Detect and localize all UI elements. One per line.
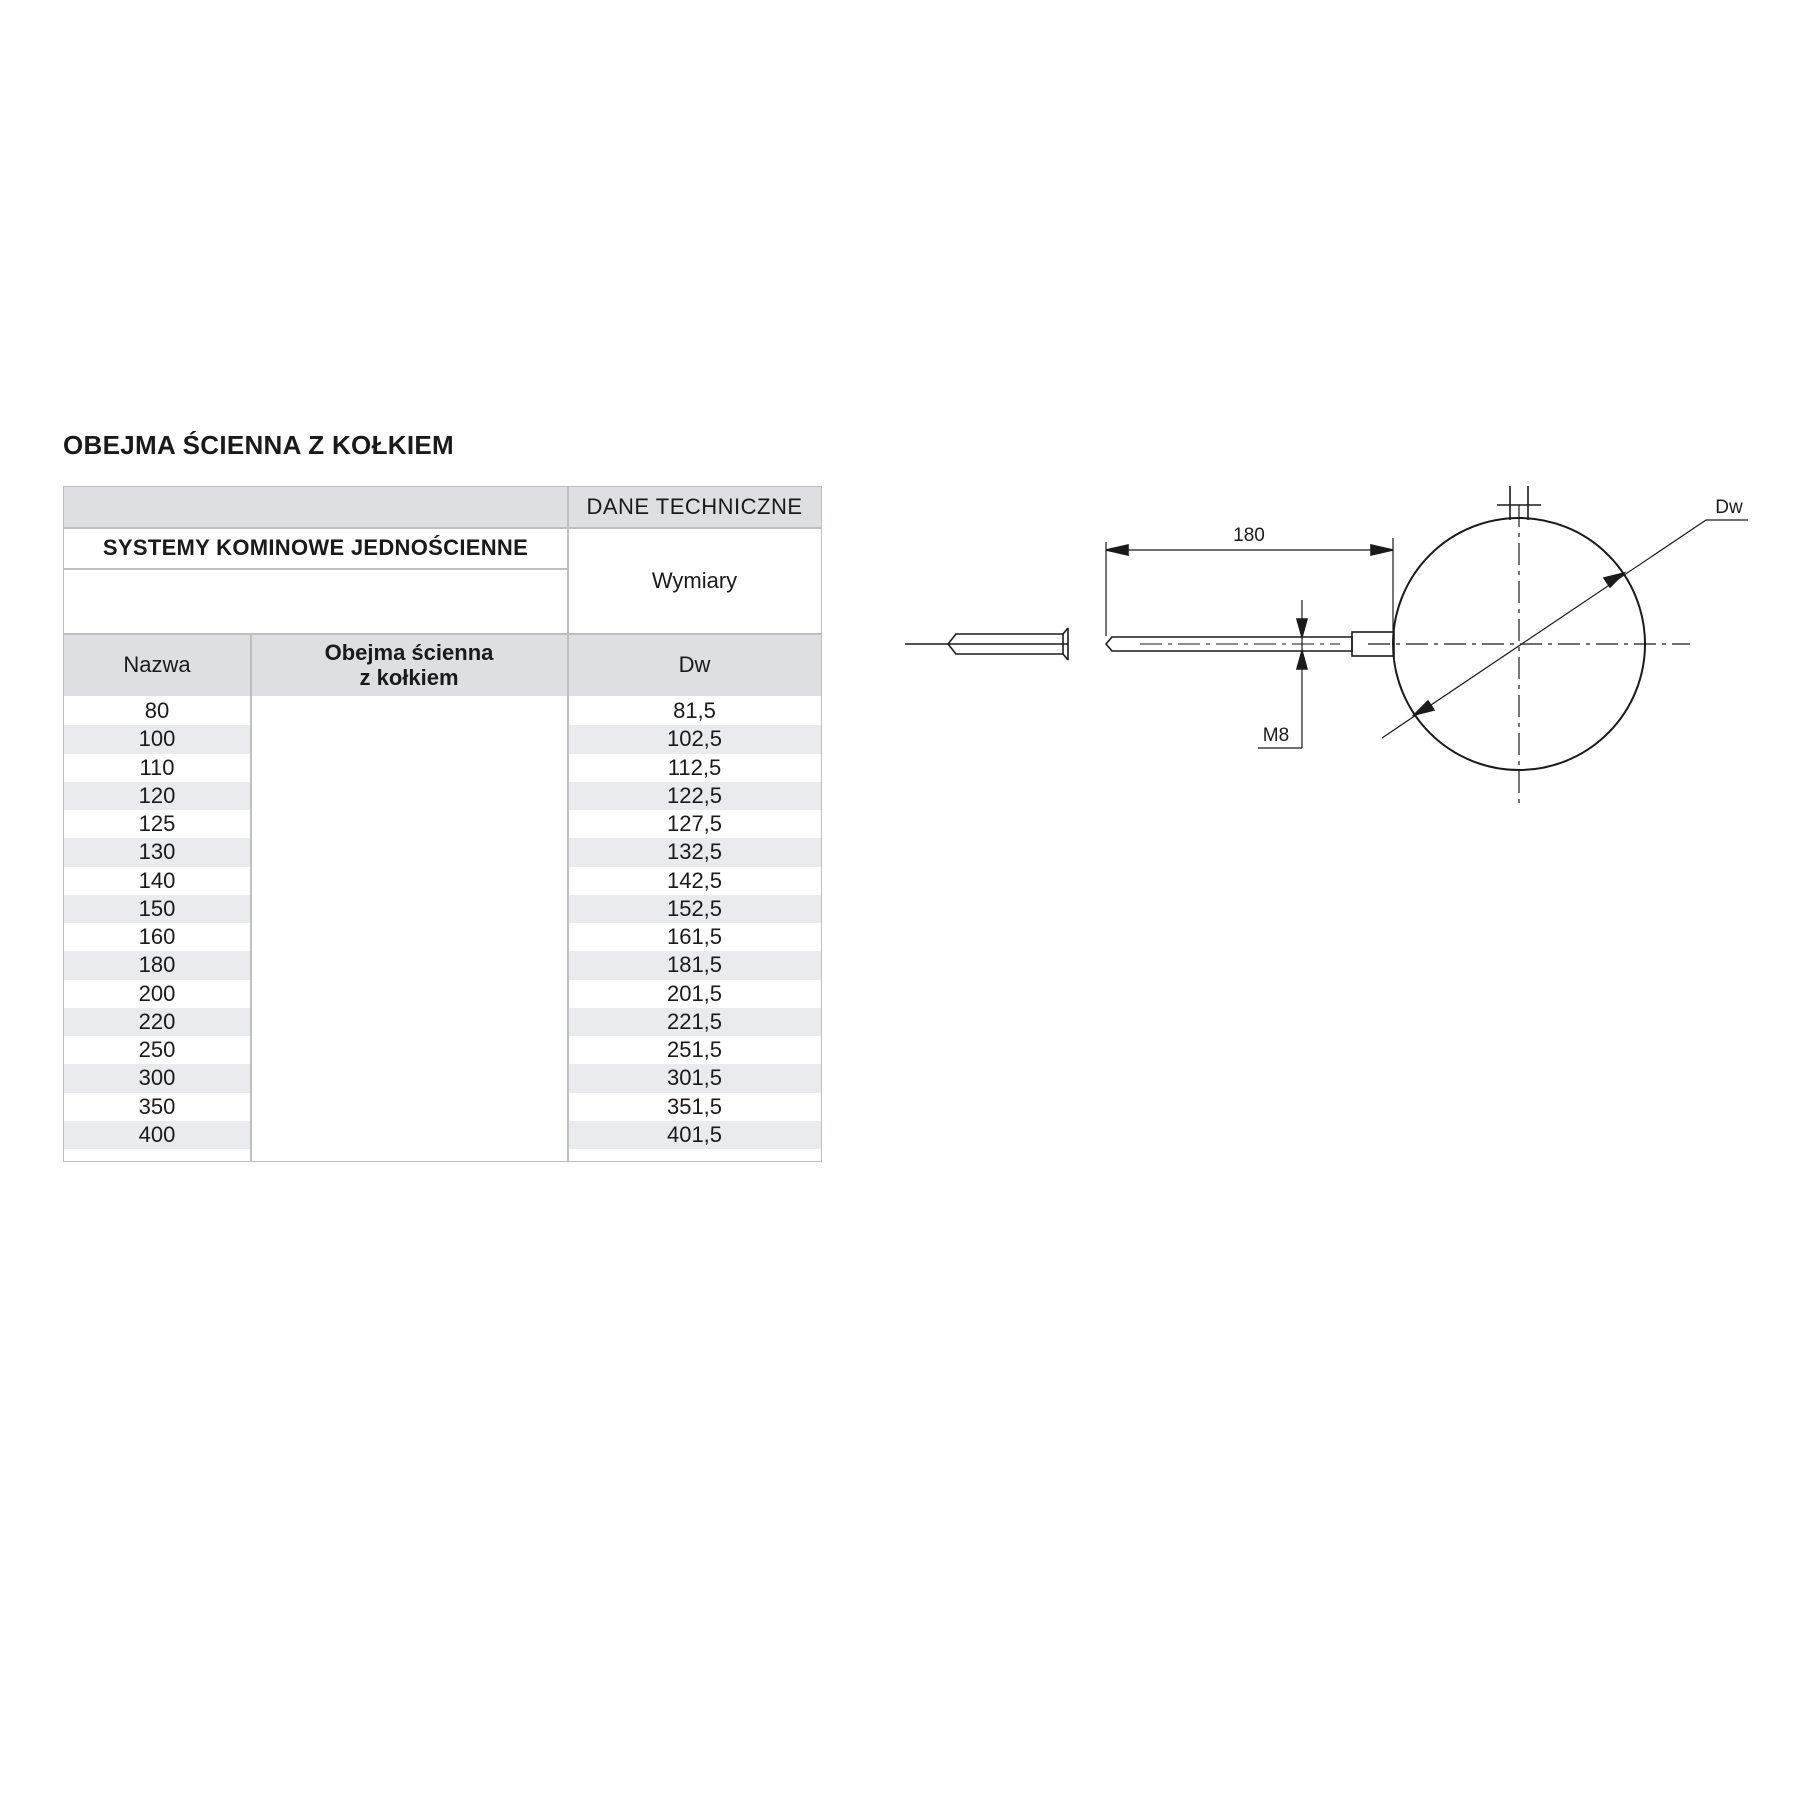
dimension-dw <box>1382 520 1748 738</box>
table-cell-nazwa: 220 <box>64 1008 250 1036</box>
table-cell-nazwa: 300 <box>64 1064 250 1092</box>
table-cell-nazwa: 250 <box>138 1037 176 1063</box>
table-cell-nazwa: 400 <box>64 1121 250 1149</box>
dimension-180 <box>1106 538 1393 636</box>
table-cell-dw: 127,5 <box>666 811 723 837</box>
table-cell-dw: 181,5 <box>568 951 821 979</box>
table-cell-dw: 221,5 <box>568 1008 821 1036</box>
tech-header: DANE TECHNICZNE <box>586 494 803 519</box>
table-cell-dw: 201,5 <box>666 980 723 1006</box>
table-cell-nazwa: 350 <box>138 1093 176 1119</box>
table-cell-nazwa: 120 <box>64 782 250 810</box>
table-cell-dw: 401,5 <box>568 1121 821 1149</box>
table-cell-nazwa: 100 <box>64 725 250 753</box>
table-cell-dw: 81,5 <box>673 698 716 724</box>
table-cell-dw: 142,5 <box>666 867 723 893</box>
table-cell-dw: 152,5 <box>568 895 821 923</box>
table-cell-dw: 301,5 <box>568 1064 821 1092</box>
table-cell-nazwa: 180 <box>64 951 250 979</box>
table-cell-dw: 161,5 <box>666 924 723 950</box>
table-cell-nazwa: 80 <box>144 698 170 724</box>
page-title: OBEJMA ŚCIENNA Z KOŁKIEM <box>63 430 454 460</box>
system-header: SYSTEMY KOMINOWE JEDNOŚCIENNE <box>102 535 529 560</box>
col-dw: Dw <box>678 652 711 677</box>
table-cell-dw: 351,5 <box>666 1093 723 1119</box>
dim-length-label: 180 <box>1233 525 1265 546</box>
table-cell-dw: 251,5 <box>666 1037 723 1063</box>
col-product-line2: z kołkiem <box>359 665 459 690</box>
table-cell-nazwa: 140 <box>138 867 176 893</box>
col-name: Nazwa <box>123 652 191 677</box>
table-cell-nazwa: 160 <box>138 924 176 950</box>
col-product-line1: Obejma ścienna <box>324 640 494 665</box>
table-cell-dw: 112,5 <box>667 754 722 780</box>
threaded-pin <box>1106 632 1394 656</box>
table-cell-nazwa: 110 <box>139 754 175 780</box>
dim-thread-label: M8 <box>1262 725 1290 746</box>
table-cell-nazwa: 125 <box>138 811 176 837</box>
dims-header: Wymiary <box>651 567 738 593</box>
table-cell-dw: 122,5 <box>568 782 821 810</box>
table-cell-nazwa: 150 <box>64 895 250 923</box>
table-cell-nazwa: 130 <box>64 838 250 866</box>
table-cell-dw: 132,5 <box>568 838 821 866</box>
table-cell-nazwa: 200 <box>138 980 176 1006</box>
table-cell-dw: 102,5 <box>568 725 821 753</box>
dim-diameter-label: Dw <box>1715 497 1743 518</box>
